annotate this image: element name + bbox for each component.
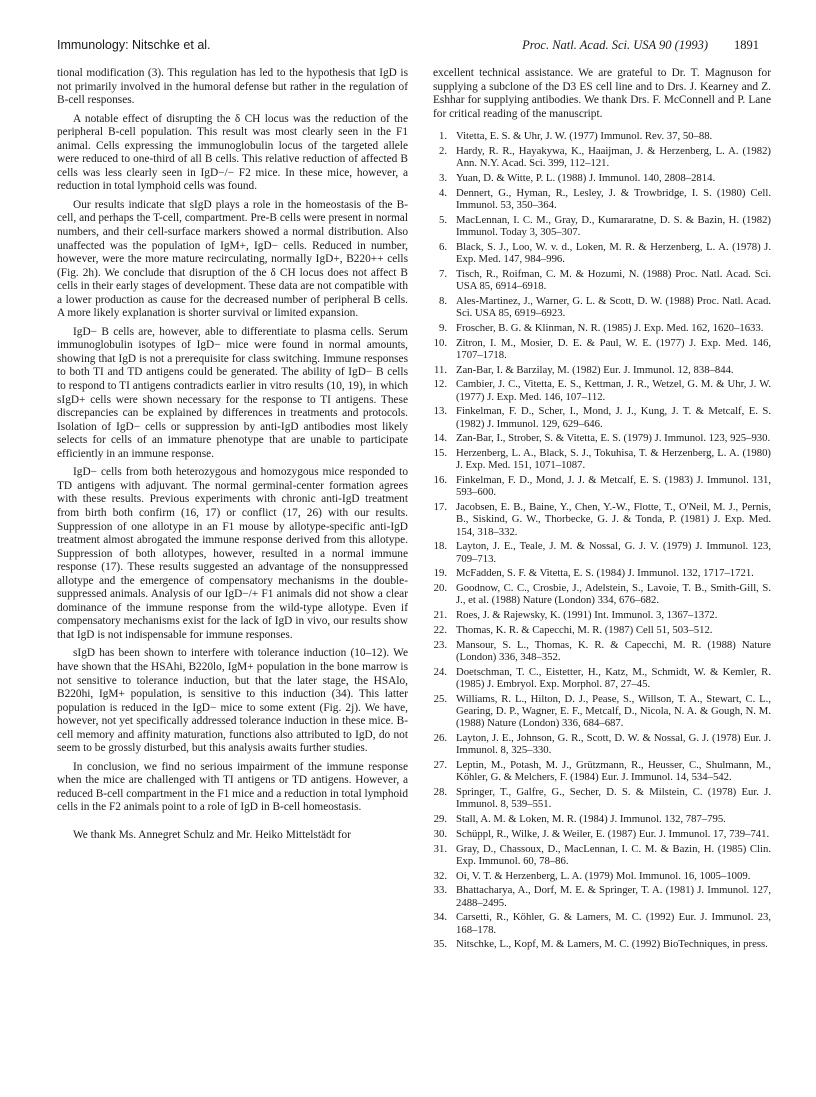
reference-number: 2. <box>438 144 447 157</box>
reference-number: 23. <box>433 638 447 651</box>
reference-number: 4. <box>438 186 447 199</box>
reference-text: Zan-Bar, I., Strober, S. & Vitetta, E. S. (1979) J. Immunol. 123, 925–930. <box>456 432 771 445</box>
reference-text: Williams, R. L., Hilton, D. J., Pease, S., Willson, T. A., Stewart, C. L., Gearing, D. P., Wagner, E. F., Metcalf, D., Nicola, N. A. & Gough, N. M. (1988) Nature (London) 336, 684–687. <box>456 692 771 730</box>
reference-number: 28. <box>433 785 447 798</box>
reference-number: 19. <box>433 567 447 580</box>
reference-item <box>433 130 771 142</box>
reference-number: 32. <box>433 869 447 882</box>
reference-number: 20. <box>433 582 447 595</box>
reference-number: 33. <box>433 884 447 897</box>
reference-number: 17. <box>433 501 447 514</box>
reference-item <box>433 501 771 538</box>
reference-item <box>433 337 771 361</box>
reference-item <box>433 540 771 564</box>
reference-item <box>433 474 771 498</box>
reference-item <box>433 624 771 636</box>
reference-text: MacLennan, I. C. M., Gray, D., Kumararatne, D. S. & Bazin, H. (1982) Immunol. Today 3, 305–307. <box>456 213 771 238</box>
reference-text: Thomas, K. R. & Capecchi, M. R. (1987) Cell 51, 503–512. <box>456 623 713 636</box>
reference-item <box>433 843 771 867</box>
reference-text: Vitetta, E. S. & Uhr, J. W. (1977) Immunol. Rev. 37, 50–88. <box>456 130 713 143</box>
reference-number: 29. <box>433 812 447 825</box>
reference-item <box>433 870 771 882</box>
reference-text: Tisch, R., Roifman, C. M. & Hozumi, N. (1988) Proc. Natl. Acad. Sci. USA 85, 6914–6918. <box>456 267 771 292</box>
paragraph-2: Our results indicate that sIgD plays a role in the homeostasis of the B-cell, and perhaps the T-cell, compartment. Pre-B cells were present in normal numbers, and their cell-surface markers showed a normal distribution. Also unaffected was the population of IgM+, IgD− cells. Reduced in number, however, were the more mature recirculating, normally IgD+, B220++ cells (Fig. 2h). We conclude that disruption of the δ CH locus does not affect B cells in their early stages of development. These data are not compatible with a lower production as cause for the decreased number of peripheral B cells. A more likely explanation is shorter survival or limited expansion. <box>57 198 408 320</box>
reference-text: Mansour, S. L., Thomas, K. R. & Capecchi, M. R. (1988) Nature (London) 336, 348–352. <box>456 638 771 663</box>
reference-item <box>433 693 771 730</box>
reference-number: 27. <box>433 758 447 771</box>
reference-text: McFadden, S. F. & Vitetta, E. S. (1984) J. Immunol. 132, 1717–1721. <box>456 567 754 580</box>
reference-text: Doetschman, T. C., Eistetter, H., Katz, M., Schmidt, W. & Kemler, R. (1985) J. Embryol. Exp. Morphol. 87, 27–45. <box>456 665 771 690</box>
reference-number: 24. <box>433 665 447 678</box>
reference-item <box>433 567 771 579</box>
reference-number: 34. <box>433 911 447 924</box>
reference-item <box>433 214 771 238</box>
reference-text: Hardy, R. R., Hayakywa, K., Haaijman, J. & Herzenberg, L. A. (1982) Ann. N.Y. Acad. Sci. 399, 112–121. <box>456 144 771 170</box>
header-section-author: Immunology: Nitschke et al. <box>57 38 211 52</box>
reference-number: 18. <box>433 540 447 553</box>
reference-item <box>433 322 771 334</box>
reference-item <box>433 732 771 756</box>
reference-number: 35. <box>433 938 447 951</box>
reference-item <box>433 884 771 908</box>
running-header <box>57 38 759 56</box>
reference-number: 9. <box>438 321 447 334</box>
reference-number: 8. <box>438 294 447 307</box>
reference-number: 25. <box>433 692 447 705</box>
left-column <box>57 67 408 843</box>
reference-text: Schüppl, R., Wilke, J. & Weiler, E. (1987) Eur. J. Immunol. 17, 739–741. <box>456 827 770 840</box>
reference-item <box>433 364 771 376</box>
reference-number: 6. <box>438 240 447 253</box>
reference-number: 7. <box>438 267 447 280</box>
page-number: 1891 <box>734 38 759 52</box>
reference-number: 14. <box>433 432 447 445</box>
header-journal: Proc. Natl. Acad. Sci. USA 90 (1993) <box>522 38 708 52</box>
reference-text: Layton, J. E., Johnson, G. R., Scott, D. W. & Nossal, G. J. (1978) Eur. J. Immunol. 8, 325–330. <box>456 731 771 757</box>
reference-item <box>433 666 771 690</box>
reference-text: Finkelman, F. D., Scher, I., Mond, J. J., Kung, J. T. & Metcalf, E. S. (1982) J. Immunol. 129, 629–646. <box>456 405 771 430</box>
reference-number: 10. <box>433 336 447 349</box>
reference-number: 16. <box>433 474 447 487</box>
reference-item <box>433 447 771 471</box>
reference-number: 26. <box>433 731 447 744</box>
reference-item <box>433 295 771 319</box>
reference-list <box>433 130 771 950</box>
paragraph-0: tional modification (3). This regulation has led to the hypothesis that IgD is not primarily involved in the humoral defense but rather in the regulation of B-cell responses. <box>57 67 408 107</box>
reference-text: Zitron, I. M., Mosier, D. E. & Paul, W. E. (1977) J. Exp. Med. 146, 1707–1718. <box>456 336 771 361</box>
paragraph-4: IgD− cells from both heterozygous and homozygous mice responded to TD antigens with adjuvant. The normal germinal-center formation agrees with these results. Previous experiments with chronic anti-IgD treatment from birth both confirm (16, 17) or conflict (17, 26) with our results. Suppression of one allotype in an F1 mouse by allotype-specific anti-IgD treatment almost abrogated the immune response derived from this allotype. Suppression of both allotypes, however, resulted in a normal immune response (17). These results suggested an advantage of the nonsuppressed allotype and the emergence of compensatory mechanisms in the double-suppressed animals. Analysis of our IgD−/+ F1 animals did not show a clear dominance of the immune response from the wild-type allotype. Even if compensatory mechanisms exist for the lack of IgD in vivo, our results show that IgD is not indispensable for immune responses. <box>57 466 408 641</box>
reference-number: 3. <box>438 171 447 184</box>
reference-number: 31. <box>433 842 447 855</box>
acknowledgment-start: We thank Ms. Annegret Schulz and Mr. Heiko Mittelstädt for <box>73 828 351 841</box>
reference-text: Froscher, B. G. & Klinman, N. R. (1985) J. Exp. Med. 162, 1620–1633. <box>456 321 764 334</box>
reference-number: 13. <box>433 405 447 418</box>
right-column <box>433 67 771 953</box>
reference-item <box>433 432 771 444</box>
reference-number: 1. <box>438 130 447 143</box>
reference-item <box>433 911 771 935</box>
reference-number: 22. <box>433 623 447 636</box>
reference-number: 12. <box>433 378 447 391</box>
reference-item <box>433 172 771 184</box>
reference-text: Bhattacharya, A., Dorf, M. E. & Springer, T. A. (1981) J. Immunol. 127, 2488–2495. <box>456 884 771 909</box>
reference-text: Ales-Martinez, J., Warner, G. L. & Scott, D. W. (1988) Proc. Natl. Acad. Sci. USA 85, 6919–6923. <box>456 294 771 319</box>
reference-item <box>433 786 771 810</box>
reference-text: Carsetti, R., Köhler, G. & Lamers, M. C. (1992) Eur. J. Immunol. 23, 168–178. <box>456 911 771 936</box>
reference-number: 11. <box>434 363 447 376</box>
reference-item <box>433 582 771 606</box>
reference-text: Nitschke, L., Kopf, M. & Lamers, M. C. (1992) BioTechniques, in press. <box>456 938 768 951</box>
reference-item <box>433 609 771 621</box>
reference-text: Gray, D., Chassoux, D., MacLennan, I. C. M. & Bazin, H. (1985) Clin. Exp. Immunol. 60, 78–86. <box>456 842 771 867</box>
acknowledgment-end: excellent technical assistance. We are grateful to Dr. T. Magnuson for supplying a subclone of the D3 ES cell line and to Drs. J. Kearney and Z. Eshhar for supplying antibodies. We thank Drs. F. McConnell and P. Lane for critical reading of the manuscript. <box>433 67 771 120</box>
reference-number: 15. <box>433 447 447 460</box>
reference-item <box>433 405 771 429</box>
paragraph-6: In conclusion, we find no serious impairment of the immune response when the mice are challenged with TI antigens or TD antigens. However, a reduced B-cell compartment in the F1 mice and a reduction in total lymphoid cells in the F2 animals point to a role of IgD in B-cell homeostasis. <box>57 760 408 814</box>
paragraph-1: A notable effect of disrupting the δ CH locus was the reduction of the peripheral B-cell population. This result was most clearly seen in the F1 animal. Cells expressing the immunoglobulin locus of the targeted allele were reduced to one-third of all B cells. This relative reduction of affected B cells was less clearly seen in IgD−/− F2 mice. In these mice, however, a reduction in total lymphoid cells was found. <box>57 112 408 193</box>
paragraph-3: IgD− B cells are, however, able to differentiate to plasma cells. Serum immunoglobulin isotypes of IgD− mice were found in normal amounts, showing that IgD is not a prerequisite for class switching. Immune responses to both TI and TD antigens could be generated. The ability of IgD− B cells to respond to TI antigens contradicts earlier in vitro results (10, 19), in which sIgD+ cells were shown necessary for the response to TI antigens. These discrepancies can be explained by differences in treatments and protocols. Isolation of IgD− cells or suppression by anti-IgD antibodies most likely selects for cells of an immature phenotype that are unable to participate efficiently in an immune response. <box>57 325 408 460</box>
reference-number: 21. <box>433 609 447 622</box>
reference-text: Roes, J. & Rajewsky, K. (1991) Int. Immunol. 3, 1367–1372. <box>456 609 718 622</box>
reference-text: Herzenberg, L. A., Black, S. J., Tokuhisa, T. & Herzenberg, L. A. (1980) J. Exp. Med. 151, 1071–1087. <box>456 447 771 472</box>
reference-item <box>433 938 771 950</box>
reference-number: 5. <box>438 213 447 226</box>
reference-text: Finkelman, F. D., Mond, J. J. & Metcalf, E. S. (1983) J. Immunol. 131, 593–600. <box>456 474 771 499</box>
reference-text: Dennert, G., Hyman, R., Lesley, J. & Trowbridge, I. S. (1980) Cell. Immunol. 53, 350–364. <box>456 186 771 211</box>
reference-text: Yuan, D. & Witte, P. L. (1988) J. Immunol. 140, 2808–2814. <box>456 171 716 184</box>
reference-text: Zan-Bar, I. & Barzilay, M. (1982) Eur. J. Immunol. 12, 838–844. <box>456 363 734 376</box>
reference-text: Goodnow, C. C., Crosbie, J., Adelstein, S., Lavoie, T. B., Smith-Gill, S. J., et al. (1988) Nature (London) 334, 676–682. <box>456 582 771 607</box>
reference-text: Springer, T., Galfre, G., Secher, D. S. & Milstein, C. (1978) Eur. J. Immunol. 8, 539–551. <box>456 785 771 811</box>
reference-item <box>433 268 771 292</box>
paragraph-5: sIgD has been shown to interfere with tolerance induction (10–12). We have shown that the HSAhi, B220lo, IgM+ population in the bone marrow is not sensitive to tolerance induction, but that the later stage, the HSAlo, B220hi, IgM+ population, is sensitive to this induction (34). This latter population is reduced in the IgD− mice to some extent (Fig. 2j). We have, however, not yet specifically addressed tolerance induction in these mice. B-cell memory and affinity maturation, functions also attributed to IgD, do not seem to be grossly disturbed, but this analysis awaits further studies. <box>57 647 408 755</box>
reference-item <box>433 813 771 825</box>
reference-item <box>433 187 771 211</box>
reference-text: Stall, A. M. & Loken, M. R. (1984) J. Immunol. 132, 787–795. <box>456 812 726 825</box>
reference-item <box>433 639 771 663</box>
reference-text: Layton, J. E., Teale, J. M. & Nossal, G. J. V. (1979) J. Immunol. 123, 709–713. <box>456 540 771 565</box>
reference-text: Oi, V. T. & Herzenberg, L. A. (1979) Mol. Immunol. 16, 1005–1009. <box>456 869 751 882</box>
reference-number: 30. <box>433 827 447 840</box>
reference-text: Black, S. J., Loo, W. v. d., Loken, M. R. & Herzenberg, L. A. (1978) J. Exp. Med. 147, 984–996. <box>456 240 771 265</box>
reference-item <box>433 759 771 783</box>
header-journal-citation <box>522 38 759 53</box>
reference-text: Leptin, M., Potash, M. J., Grützmann, R., Heusser, C., Shulmann, M., Köhler, G. & Melchers, F. (1984) Eur. J. Immunol. 14, 534–542. <box>456 758 771 784</box>
reference-text: Cambier, J. C., Vitetta, E. S., Kettman, J. R., Wetzel, G. M. & Uhr, J. W. (1977) J. Exp. Med. 146, 107–112. <box>456 378 771 403</box>
reference-item <box>433 828 771 840</box>
reference-text: Jacobsen, E. B., Baine, Y., Chen, Y.-W., Flotte, T., O'Neil, M. J., Pernis, B., Siskind, G. W., Thorbecke, G. J. & Tonda, P. (1981) J. Exp. Med. 154, 318–332. <box>456 501 771 538</box>
reference-item <box>433 145 771 169</box>
reference-item <box>433 241 771 265</box>
reference-item <box>433 378 771 402</box>
